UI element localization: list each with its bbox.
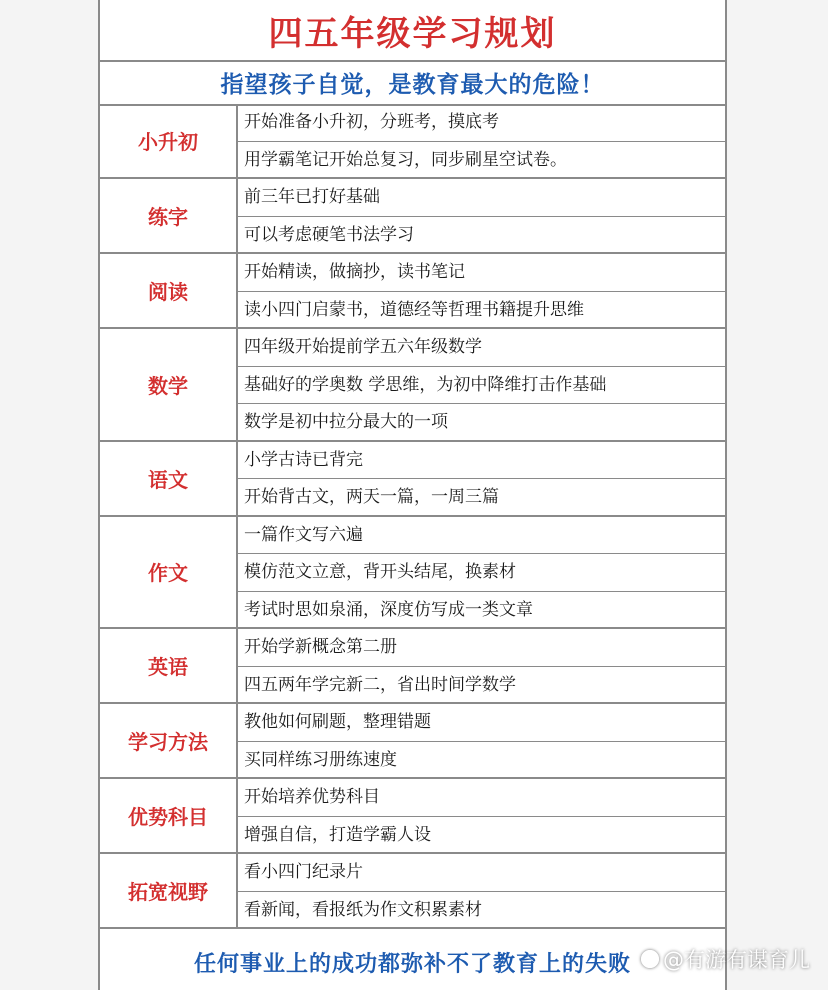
plan-section (100, 329, 725, 442)
section-category: 语文 (100, 442, 238, 515)
plan-item: 用学霸笔记开始总复习，同步刷星空试卷。 (244, 149, 567, 170)
plan-section (100, 629, 725, 704)
section-items (238, 254, 725, 327)
section-category: 英语 (100, 629, 238, 702)
section-category: 拓宽视野 (100, 854, 238, 927)
plan-item: 模仿范文立意，背开头结尾，换素材 (238, 554, 725, 592)
section-category: 数学 (100, 329, 238, 440)
section-items (238, 704, 725, 777)
section-category: 小升初 (100, 104, 238, 177)
plan-item: 教他如何刷题，整理错题 (238, 704, 725, 742)
section-category: 作文 (100, 517, 238, 628)
section-items (238, 854, 725, 927)
plan-item: 开始培养优势科目 (238, 779, 725, 817)
plan-item: 开始精读，做摘抄，读书笔记 (238, 254, 725, 292)
plan-item: 一篇作文写六遍 (238, 517, 725, 555)
plan-item: 考试时思如泉涌，深度仿写成一类文章 (244, 599, 533, 620)
section-items (238, 329, 725, 440)
section-items (238, 442, 725, 515)
section-category: 练字 (100, 179, 238, 252)
plan-item: 增强自信，打造学霸人设 (244, 824, 431, 845)
plan-item: 看小四门纪录片 (238, 854, 725, 892)
plan-item: 开始学新概念第二册 (238, 629, 725, 667)
plan-section (100, 179, 725, 254)
page-subtitle: 指望孩子自觉，是教育最大的危险！ (100, 60, 725, 106)
footer-slogan: 任何事业上的成功都弥补不了教育上的失败 (193, 951, 631, 977)
section-items (238, 179, 725, 252)
plan-item: 四五两年学完新二，省出时间学数学 (244, 674, 516, 695)
plan-item: 小学古诗已背完 (238, 442, 725, 480)
watermark (641, 944, 810, 974)
plan-item: 四年级开始提前学五六年级数学 (238, 329, 725, 367)
plan-item: 读小四门启蒙书，道德经等哲理书籍提升思维 (244, 299, 584, 320)
plan-item: 前三年已打好基础 (238, 179, 725, 217)
plan-section (100, 104, 725, 179)
section-items (238, 517, 725, 628)
plan-item: 买同样练习册练速度 (244, 749, 397, 770)
plan-section (100, 779, 725, 854)
plan-item: 基础好的学奥数 学思维，为初中降维打击作基础 (238, 367, 725, 405)
plan-item: 可以考虑硬笔书法学习 (244, 224, 414, 245)
section-category: 阅读 (100, 254, 238, 327)
watermark-text: @有游有谋育儿 (663, 948, 810, 972)
page-title: 四五年级学习规划 (100, 0, 725, 62)
section-items (238, 104, 725, 177)
section-category: 优势科目 (100, 779, 238, 852)
planning-sheet (98, 0, 727, 990)
section-items (238, 629, 725, 702)
section-items (238, 779, 725, 852)
plan-item: 看新闻，看报纸为作文积累素材 (244, 899, 482, 920)
section-category: 学习方法 (100, 704, 238, 777)
plan-item: 开始背古文，两天一篇，一周三篇 (244, 487, 499, 507)
plan-section (100, 254, 725, 329)
plan-item: 开始准备小升初，分班考，摸底考 (238, 104, 725, 142)
plan-section (100, 517, 725, 630)
plan-section (100, 704, 725, 779)
plan-item: 数学是初中拉分最大的一项 (244, 412, 448, 432)
plan-section (100, 442, 725, 517)
plan-section (100, 854, 725, 929)
watermark-logo-icon (641, 950, 659, 968)
